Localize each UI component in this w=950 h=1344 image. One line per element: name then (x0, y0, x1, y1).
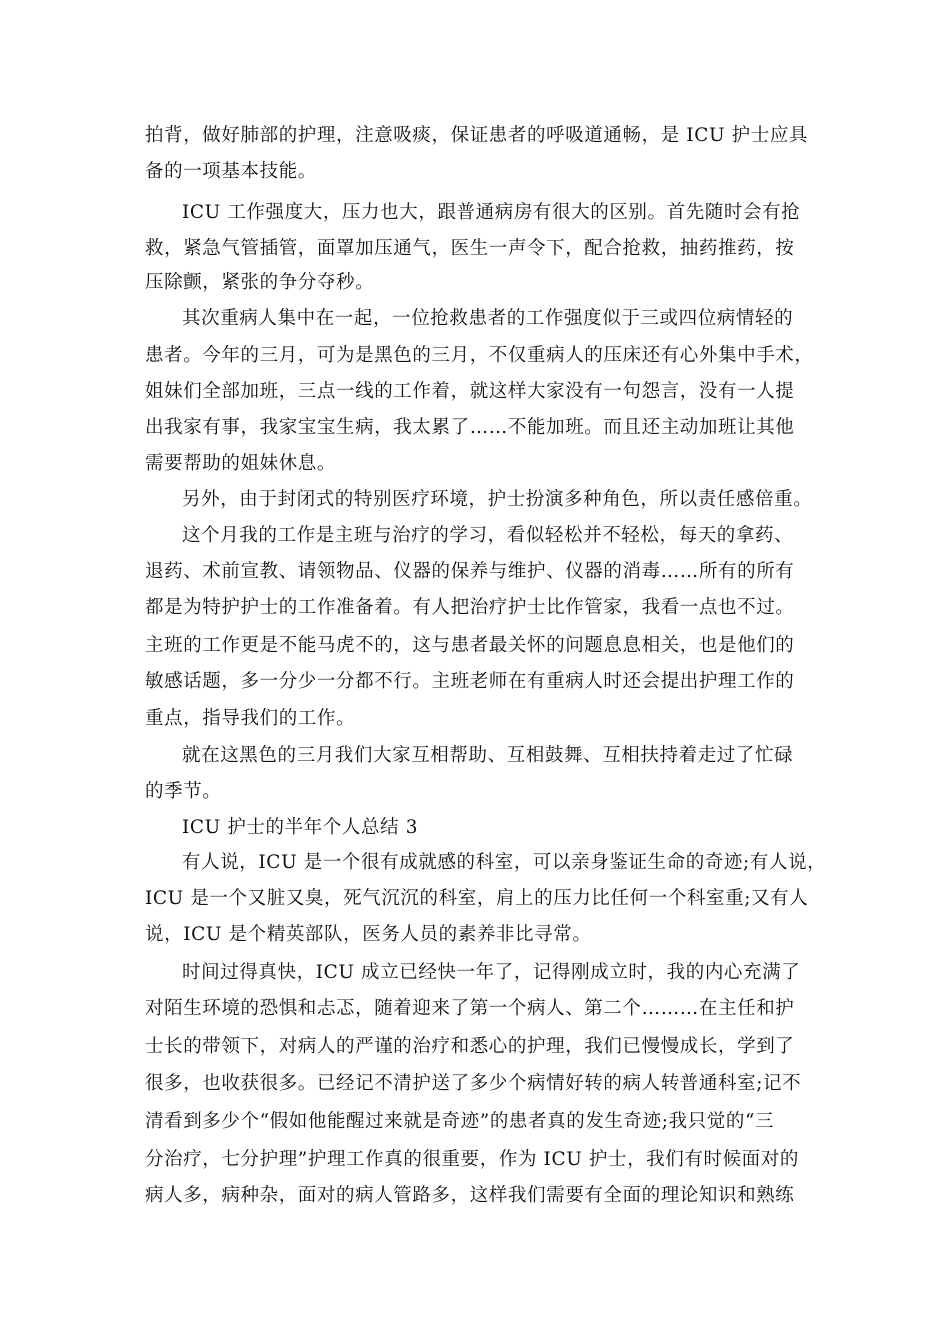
text-line: 备的一项基本技能。 (145, 161, 317, 182)
text-line: 其次重病人集中在一起，一位抢救患者的工作强度似于三或四位病情轻的 (182, 308, 794, 329)
text-line: ICU 是一个又脏又臭，死气沉沉的科室，肩上的压力比任何一个科室重;又有人 (145, 888, 809, 909)
text-line: 患者。今年的三月，可为是黑色的三月，不仅重病人的压床还有心外集中手术， (145, 345, 814, 366)
text-line: 出我家有事，我家宝宝生病，我太累了……不能加班。而且还主动加班让其他 (145, 417, 795, 438)
text-line: 说，ICU 是个精英部队，医务人员的素养非比寻常。 (145, 924, 592, 945)
text-line: 需要帮助的姐妹休息。 (145, 453, 337, 474)
text-line: 就在这黑色的三月我们大家互相帮助、互相鼓舞、互相扶持着走过了忙碌 (182, 745, 794, 766)
text-line: 清看到多少个“假如他能醒过来就是奇迹”的患者真的发生奇迹;我只觉的“三 (145, 1111, 775, 1132)
text-line: 救，紧急气管插管，面罩加压通气，医生一声令下，配合抢救，抽药推药，按 (145, 238, 795, 259)
text-line: 姐妹们全部加班，三点一线的工作着，就这样大家没有一句怨言，没有一人提 (145, 381, 795, 402)
text-line: 主班的工作更是不能马虎不的，这与患者最关怀的问题息息相关，也是他们的 (145, 635, 795, 656)
text-line: 这个月我的工作是主班与治疗的学习，看似轻松并不轻松，每天的拿药、 (182, 525, 794, 546)
text-line: 敏感话题，多一分少一分都不行。主班老师在有重病人时还会提出护理工作的 (145, 671, 795, 692)
text-line: 很多，也收获很多。已经记不清护送了多少个病情好转的病人转普通科室;记不 (145, 1073, 802, 1094)
text-line: 时间过得真快，ICU 成立已经快一年了，记得刚成立时，我的内心充满了 (182, 962, 801, 983)
text-line: 退药、术前宣教、请领物品、仪器的保养与维护、仪器的消毒……所有的所有 (145, 561, 795, 582)
text-line: 另外，由于封闭式的特别医疗环境，护士扮演多种角色，所以责任感倍重。 (182, 489, 813, 510)
text-line: 分治疗，七分护理”护理工作真的很重要，作为 ICU 护士，我们有时候面对的 (145, 1149, 799, 1170)
text-line: ICU 工作强度大，压力也大，跟普通病房有很大的区别。首先随时会有抢 (182, 202, 801, 223)
text-line: 拍背，做好肺部的护理，注意吸痰，保证患者的呼吸道通畅，是 ICU 护士应具 (145, 125, 809, 146)
text-line: 都是为特护护士的工作准备着。有人把治疗护士比作管家，我看一点也不过。 (145, 597, 795, 618)
text-line: 压除颤，紧张的争分夺秒。 (145, 272, 375, 293)
text-line: 的季节。 (145, 781, 222, 802)
text-line: 病人多，病种杂，面对的病人管路多，这样我们需要有全面的理论知识和熟练 (145, 1185, 795, 1206)
section-heading: ICU 护士的半年个人总结 3 (182, 817, 419, 838)
text-line: 有人说，ICU 是一个很有成就感的科室，可以亲身鉴证生命的奇迹;有人说， (182, 852, 827, 873)
text-line: 重点，指导我们的工作。 (145, 708, 356, 729)
text-line: 对陌生环境的恐惧和忐忑，随着迎来了第一个病人、第二个………在主任和护 (145, 998, 795, 1019)
text-line: 士长的带领下，对病人的严谨的治疗和悉心的护理，我们已慢慢成长，学到了 (145, 1036, 795, 1057)
